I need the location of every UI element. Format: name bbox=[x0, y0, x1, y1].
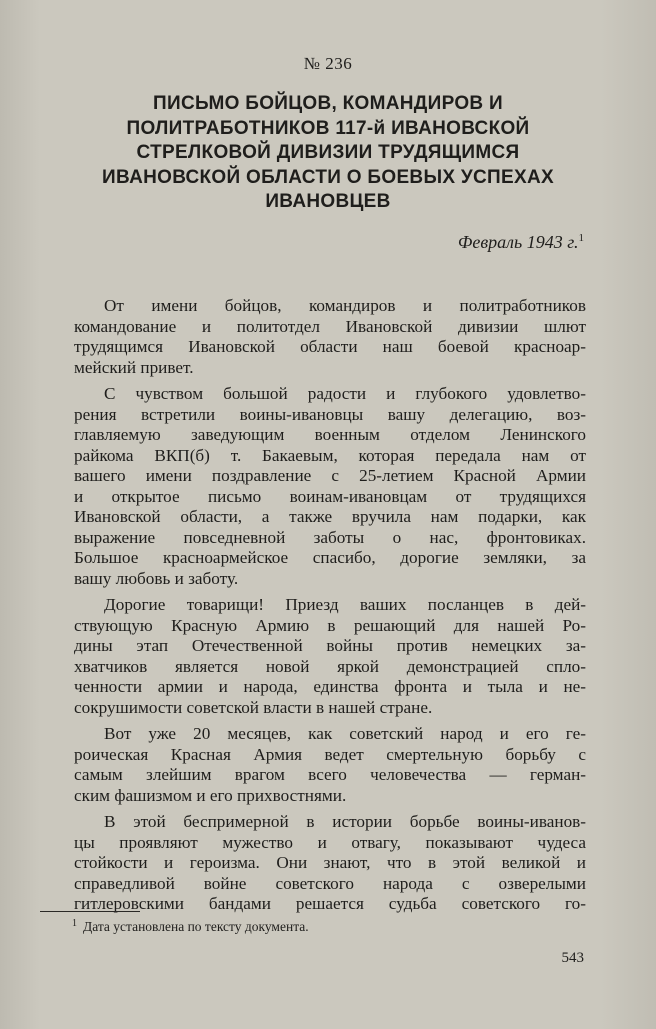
text-line: и открытое письмо воинам-ивановцам от трудящихся bbox=[74, 486, 586, 506]
text-line: стойкости и героизма. Они знают, что в этой великой и bbox=[74, 853, 586, 872]
text-line: хватчиков является новой яркой демонстрацией спло- bbox=[74, 656, 586, 676]
document-date bbox=[458, 232, 584, 253]
text-line: командование и политотдел Ивановской дивизии шлют bbox=[74, 316, 586, 336]
text-line: вашего имени поздравление с 25-летием Красной Армии bbox=[74, 466, 586, 485]
text-line: Ивановской области, а также вручила нам подарки, как bbox=[74, 507, 586, 526]
title-line: ПОЛИТРАБОТНИКОВ 117-й ИВАНОВСКОЙ bbox=[126, 117, 530, 139]
text-line: ствующую Красную Армию в решающий для нашей Ро- bbox=[74, 615, 586, 635]
text-line: мейский привет. bbox=[74, 357, 194, 377]
text-line: главляемую заведующим военным отделом Ленинского bbox=[74, 425, 586, 444]
document-title bbox=[40, 92, 616, 215]
text-line: ским фашизмом и его прихвостнями. bbox=[74, 785, 347, 805]
footnote-mark: 1 bbox=[72, 918, 77, 929]
text-line: трудящимся Ивановской области наш боевой красноар- bbox=[74, 337, 586, 356]
text-line: От имени бойцов, командиров и политработников bbox=[104, 296, 586, 315]
text-line: цы проявляют мужество и отвагу, показывают чудеса bbox=[74, 832, 586, 852]
text-line: вашу любовь и заботу. bbox=[74, 568, 239, 588]
text-line: дины этап Отечественной войны против немецких за- bbox=[74, 636, 586, 655]
text-line: Большое красноармейское спасибо, дорогие земляки, за bbox=[74, 548, 586, 567]
footnote bbox=[72, 918, 309, 935]
text-line: роическая Красная Армия ведет смертельную борьбу с bbox=[74, 744, 586, 764]
text-line: выражение повседневной заботы о нас, фронтовиках. bbox=[74, 527, 586, 547]
text-line: гитлеровскими бандами решается судьба советского го- bbox=[74, 894, 586, 913]
text-line: С чувством большой радости и глубокого удовлетво- bbox=[104, 384, 586, 403]
text-line: самым злейшим врагом всего человечества — герман- bbox=[74, 765, 586, 784]
footnote-text: Дата установлена по тексту документа. bbox=[83, 919, 309, 934]
title-line: СТРЕЛКОВОЙ ДИВИЗИИ ТРУДЯЩИМСЯ bbox=[136, 142, 520, 163]
text-line: сокрушимости советской власти в нашей стране. bbox=[74, 697, 433, 717]
text-line: рения встретили воины-ивановцы вашу делегацию, воз- bbox=[74, 404, 586, 424]
text-line: Дорогие товарищи! Приезд ваших посланцев в дей- bbox=[104, 595, 586, 614]
page-number: 543 bbox=[561, 950, 584, 966]
text-line: ченности армии и народа, единства фронта и тыла и не- bbox=[74, 677, 586, 696]
footnote-divider bbox=[40, 911, 140, 912]
text-line: Вот уже 20 месяцев, как советский народ и его ге- bbox=[104, 724, 586, 743]
letter-body bbox=[74, 296, 586, 915]
title-line: ПИСЬМО БОЙЦОВ, КОМАНДИРОВ И bbox=[153, 93, 503, 114]
text-line: справедливой войне советского народа с озверелыми bbox=[74, 873, 586, 893]
text-line: В этой беспримерной в истории борьбе воины-иванов- bbox=[104, 812, 586, 831]
document-number: № 236 bbox=[303, 54, 353, 73]
title-line: ИВАНОВСКОЙ ОБЛАСТИ О БОЕВЫХ УСПЕХАХ bbox=[102, 166, 554, 188]
title-line: ИВАНОВЦЕВ bbox=[265, 191, 391, 212]
date-text: Февраль 1943 г. bbox=[457, 232, 579, 252]
date-footnote-mark: 1 bbox=[578, 232, 584, 244]
text-line: райкома ВКП(б) т. Бакаевым, которая передала нам от bbox=[74, 445, 586, 465]
